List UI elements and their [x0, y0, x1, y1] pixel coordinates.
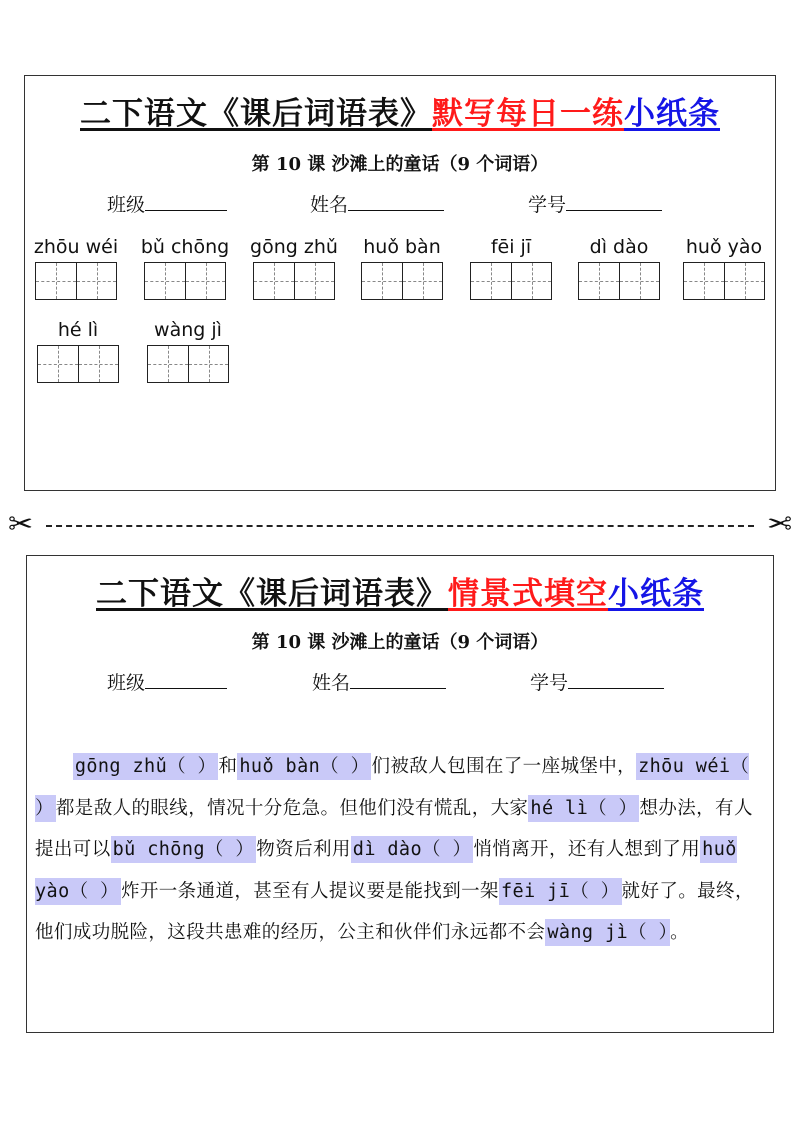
- passage-text: 。: [670, 922, 690, 943]
- fill-blank[interactable]: huǒ bàn（ ）: [237, 753, 371, 780]
- number-blank[interactable]: [566, 190, 662, 211]
- passage-text: 都是敌人的眼线，情况十分危急。但他们没有慌乱，大家: [55, 797, 529, 819]
- lesson-heading: 第 10 课 沙滩上的童话（9 个词语）: [251, 154, 549, 175]
- number-field[interactable]: [530, 668, 664, 695]
- title-red: 默写每日一练: [432, 96, 624, 132]
- word-pinyin: zhōu wéi: [33, 236, 119, 258]
- word-pinyin: wàng jì: [154, 319, 222, 341]
- dictation-card: [24, 75, 776, 491]
- writing-grid[interactable]: [35, 262, 117, 300]
- name-label: 姓名: [312, 672, 351, 694]
- class-field[interactable]: [107, 668, 227, 695]
- fill-in-card: [26, 555, 774, 1033]
- fill-blank[interactable]: fēi jī（ ）: [499, 878, 622, 905]
- class-label: 班级: [107, 672, 146, 694]
- word-pinyin: dì dào: [589, 236, 649, 258]
- passage-text: 们被敌人包围在了一座城堡中，: [371, 756, 637, 777]
- fill-blank[interactable]: hé lì（ ）: [528, 795, 639, 822]
- fill-blank[interactable]: huǒ yào（ ）: [35, 836, 737, 905]
- class-blank[interactable]: [145, 668, 227, 689]
- word-pinyin: bǔ chōng: [140, 236, 230, 258]
- writing-grid[interactable]: [361, 262, 443, 300]
- name-blank[interactable]: [348, 190, 444, 211]
- story-passage: [35, 746, 765, 954]
- fill-blank[interactable]: bǔ chōng（ ）: [111, 836, 257, 863]
- writing-grid[interactable]: [683, 262, 765, 300]
- passage-text: 和: [218, 756, 238, 777]
- scissors-icon: ✂: [766, 507, 792, 542]
- writing-grid[interactable]: [147, 345, 229, 383]
- word-pinyin: huǒ yào: [685, 236, 763, 258]
- cut-line: [0, 505, 800, 545]
- number-label: 学号: [528, 194, 567, 216]
- passage-text: 炸开一条通道，甚至有人提议要是能找到一架: [120, 880, 499, 902]
- number-label: 学号: [530, 672, 569, 694]
- fill-blank[interactable]: zhōu wéi（ ）: [35, 753, 749, 822]
- writing-grid[interactable]: [253, 262, 335, 300]
- number-field[interactable]: [528, 190, 662, 217]
- fill-blank[interactable]: wàng jì（ ）: [545, 919, 670, 946]
- word-pinyin: hé lì: [57, 319, 99, 341]
- fill-blank[interactable]: gōng zhǔ（ ）: [73, 753, 219, 780]
- title-main: 二下语文《课后词语表》: [96, 576, 448, 612]
- writing-grid[interactable]: [144, 262, 226, 300]
- number-blank[interactable]: [568, 668, 664, 689]
- title-blue: 小纸条: [624, 96, 720, 132]
- fill-blank[interactable]: dì dào（ ）: [351, 836, 474, 863]
- writing-grid[interactable]: [578, 262, 660, 300]
- writing-grid[interactable]: [37, 345, 119, 383]
- passage-text: 想办法，有人提出可以: [35, 797, 753, 860]
- name-blank[interactable]: [350, 668, 446, 689]
- dashed-divider: [46, 525, 754, 527]
- word-pinyin: huǒ bàn: [363, 236, 441, 258]
- passage-text: 物资后利用: [256, 839, 351, 860]
- class-label: 班级: [107, 194, 146, 216]
- name-field[interactable]: [312, 668, 446, 695]
- class-blank[interactable]: [145, 190, 227, 211]
- scissors-icon: ✂: [8, 507, 34, 542]
- word-pinyin: gōng zhǔ: [250, 236, 338, 258]
- passage-text: [35, 756, 73, 777]
- card-title: [25, 88, 775, 133]
- name-field[interactable]: [310, 190, 444, 217]
- passage-text: 就好了。最终，他们成功脱险，这段共患难的经历，公主和伙伴们永远都不会: [35, 880, 754, 943]
- lesson-heading: 第 10 课 沙滩上的童话（9 个词语）: [251, 632, 549, 653]
- word-pinyin: fēi jī: [490, 236, 532, 258]
- title-blue: 小纸条: [608, 576, 704, 612]
- class-field[interactable]: [107, 190, 227, 217]
- writing-grid[interactable]: [470, 262, 552, 300]
- card-title: [27, 568, 773, 613]
- name-label: 姓名: [310, 194, 349, 216]
- passage-text: 悄悄离开，还有人想到了用: [473, 839, 701, 860]
- title-red: 情景式填空: [448, 576, 608, 612]
- title-main: 二下语文《课后词语表》: [80, 96, 432, 132]
